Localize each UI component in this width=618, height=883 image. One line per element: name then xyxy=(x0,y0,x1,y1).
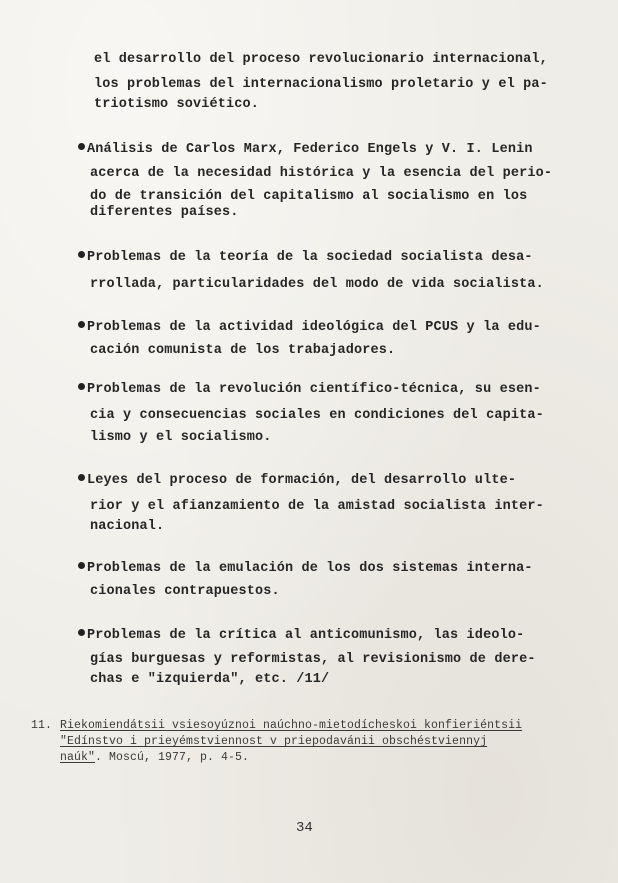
item-3-line-1: Problemas de la actividad ideológica del PCUS y la edu- xyxy=(78,318,541,338)
footnote-line-2: "Edínstvo i prieyémstviennost v priepodavánii obschéstviennyj xyxy=(60,735,488,748)
bullet-icon xyxy=(78,562,85,569)
bullet-icon xyxy=(78,629,85,636)
footnote-line-3: naúk". Moscú, 1977, p. 4-5. xyxy=(60,751,250,764)
footnote-number: 11. xyxy=(31,719,53,732)
bullet-icon xyxy=(78,321,85,328)
item-6-line-1: Problemas de la emulación de los dos sistemas interna- xyxy=(78,559,533,579)
intro-line-1: el desarrollo del proceso revolucionario internacional, xyxy=(94,52,548,67)
item-5-line-1: Leyes del proceso de formación, del desarrollo ulte- xyxy=(78,471,516,491)
item-6-line-2: cionales contrapuestos. xyxy=(90,584,280,599)
item-1-line-3: do de transición del capitalismo al socialismo en los xyxy=(90,189,528,204)
intro-line-3: triotismo soviético. xyxy=(94,97,260,112)
item-1-line-4: diferentes países. xyxy=(90,205,239,220)
item-4-line-1: Problemas de la revolución científico-técnica, su esen- xyxy=(78,380,541,400)
item-1-line-1: Análisis de Carlos Marx, Federico Engels y V. I. Lenin xyxy=(78,140,533,160)
item-5-line-3: nacional. xyxy=(90,519,165,534)
bullet-icon xyxy=(78,143,85,150)
bullet-icon xyxy=(78,474,85,481)
item-7-line-2: gías burguesas y reformistas, al revisionismo de dere- xyxy=(90,652,536,667)
item-7-line-1: Problemas de la crítica al anticomunismo, las ideolo- xyxy=(78,626,524,646)
item-5-line-2: rior y el afianzamiento de la amistad socialista inter- xyxy=(90,499,544,514)
item-4-line-2: cia y consecuencias sociales en condiciones del capita- xyxy=(90,408,544,423)
item-3-line-2: cación comunista de los trabajadores. xyxy=(90,343,396,358)
item-7-line-3: chas e "izquierda", etc. /11/ xyxy=(90,672,330,687)
item-2-line-2: rrollada, particularidades del modo de vida socialista. xyxy=(90,277,544,292)
bullet-icon xyxy=(78,251,85,258)
intro-line-2: los problemas del internacionalismo proletario y el pa- xyxy=(94,77,548,92)
bullet-icon xyxy=(78,383,85,390)
item-1-line-2: acerca de la necesidad histórica y la esencia del perio- xyxy=(90,166,553,181)
item-4-line-3: lismo y el socialismo. xyxy=(90,430,272,445)
item-2-line-1: Problemas de la teoría de la sociedad socialista desa- xyxy=(78,248,533,268)
footnote-line-1: Riekomiendátsii vsiesoyúznoi naúchno-mietodícheskoi konfieriéntsii xyxy=(60,719,523,732)
page-number: 34 xyxy=(296,820,313,836)
